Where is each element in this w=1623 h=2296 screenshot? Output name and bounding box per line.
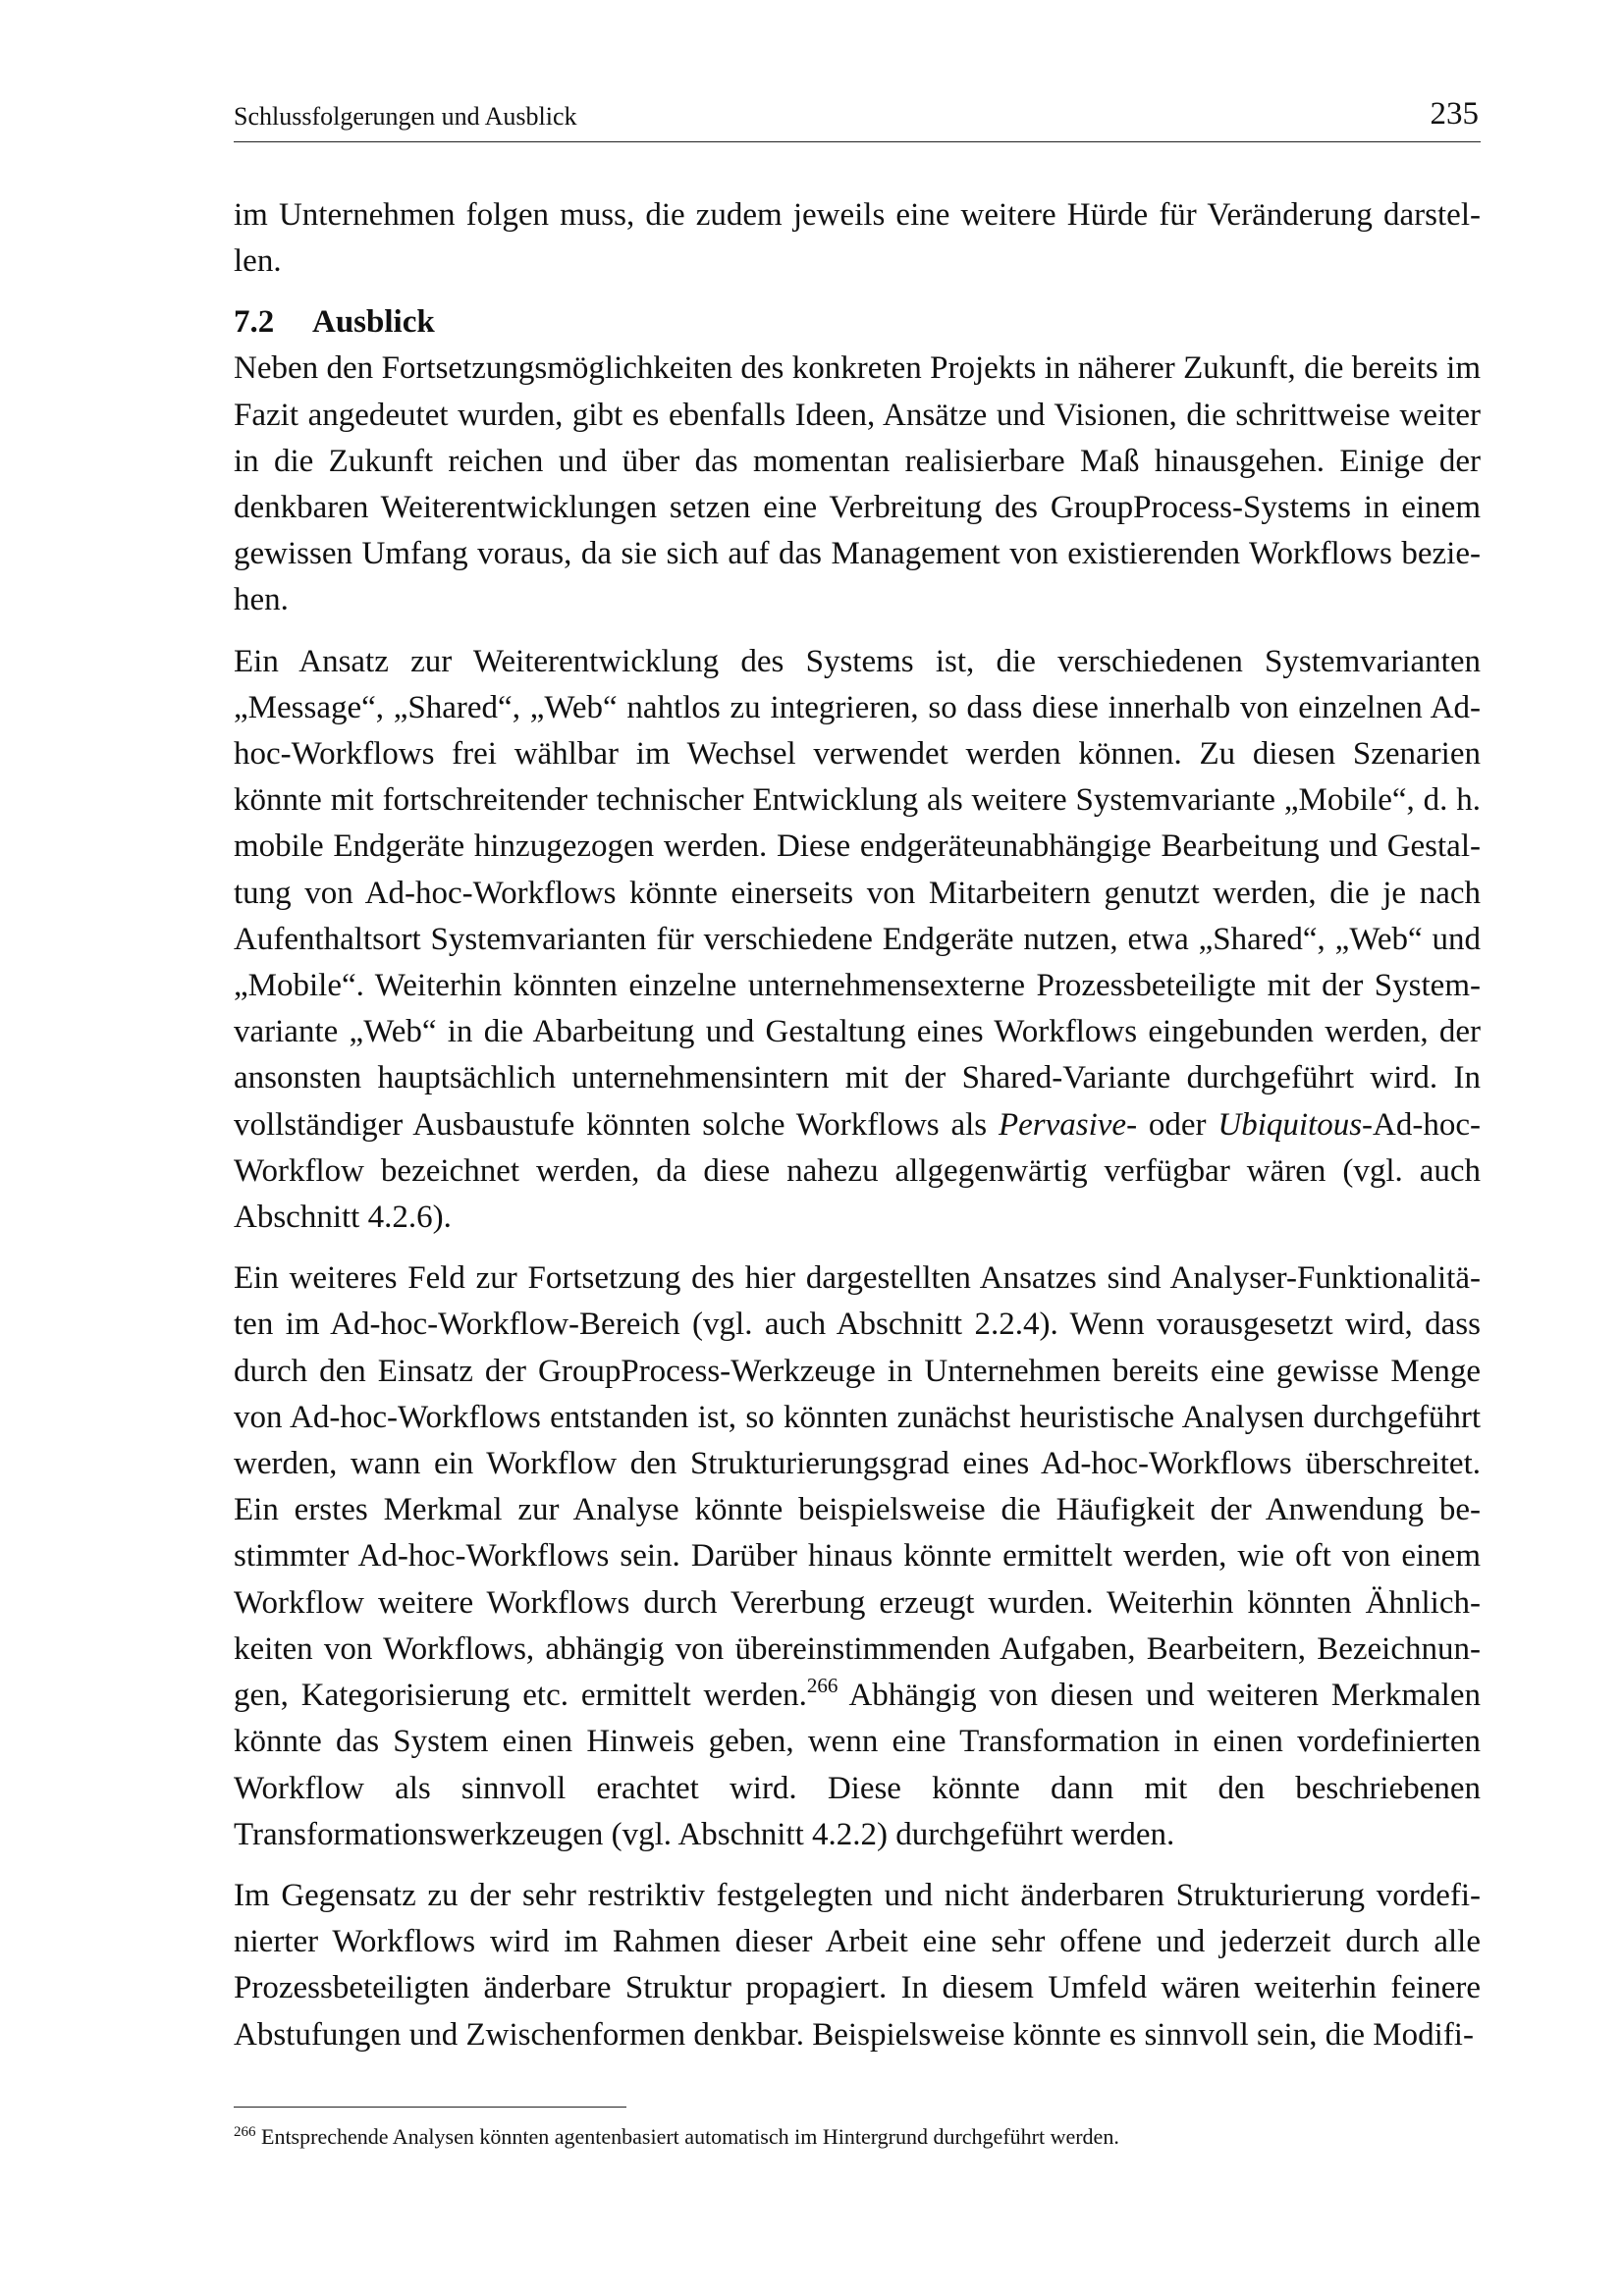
section-title: Ausblick — [312, 304, 435, 341]
paragraph-2 — [234, 639, 1481, 1242]
paragraph-2-text-b: - oder — [1126, 1106, 1218, 1143]
section-number: 7.2 — [234, 304, 275, 341]
paragraph-3-text-a: Ein weiteres Feld zur Fortsetzung des hier dargestellten Ansatzes sind Analyser-Funktionalitäten im Ad-hoc-Workflow-Bereich (vgl. auch Abschnitt 2.2.4). Wenn vorausgesetzt wird, dass durch den Einsatz der GroupProcess-Werkzeuge in Unternehmen bereits eine gewisse Menge von Ad-hoc-Workflows entstanden ist, so könnten zunächst heuristische Analysen durchgeführt werden, wann ein Workflow den Strukturierungsgrad eines Ad-hoc-Workflows überschreitet. Ein erstes Merkmal zur Analyse könnte beispielsweise die Häufigkeit der Anwendung bestimmter Ad-hoc-Workflows sein. Darüber hinaus könnte ermittelt werden, wie oft von einem Workflow weitere Workflows durch Vererbung erzeugt wurden. Weiterhin könnten Ähnlichkeiten von Workflows, abhängig von übereinstimmenden Aufgaben, Bearbeitern, Bezeichnungen, Kategorisierung etc. ermittelt werden. — [234, 1260, 1481, 1714]
paragraph-continuation: im Unternehmen folgen muss, die zudem jeweils eine weitere Hürde für Veränderung darstellen. — [234, 197, 1481, 280]
paragraph-3-text-b: Abhängig von diesen und weiteren Merkmalen könnte das System einen Hinweis geben, wenn eine Transformation in einen vordefinierten Workflow als sinnvoll erachtet wird. Diese könnte dann mit den beschriebenen Transformationswerkzeugen (vgl. Abschnitt 4.2.2) durchgeführt werden. — [234, 1678, 1481, 1852]
footnote — [234, 2122, 1481, 2152]
running-header — [234, 98, 1481, 142]
footnote-number: 266 — [234, 2124, 256, 2140]
paragraph-4: Im Gegensatz zu der sehr restriktiv festgelegten und nicht änderbaren Strukturierung vordefinierter Workflows wird im Rahmen dieser Arbeit eine sehr offene und jederzeit durch alle Prozessbeteiligten änderbare Struktur propagiert. In diesem Umfeld wären weiterhin feinere Abstufungen und Zwischenformen denkbar. Beispielsweise könnte es sinnvoll sein, die Modifi- — [234, 1877, 1481, 2053]
paragraph-2-ubiquitous: Ubiquitous — [1217, 1106, 1363, 1143]
paragraph-1: Neben den Fortsetzungsmöglichkeiten des konkreten Projekts in näherer Zukunft, die bereits im Fazit angedeutet wurden, gibt es ebenfalls Ideen, Ansätze und Visionen, die schrittweise weiter in die Zukunft reichen und über das momentan realisierbare Maß hinausgehen. Einige der denkbaren Weiterentwicklungen setzen eine Verbreitung des GroupProcess-Systems in einem gewissen Umfang voraus, da sie sich auf das Management von existierenden Workflows beziehen. — [234, 350, 1481, 618]
footnote-text: Entsprechende Analysen könnten agentenbasiert automatisch im Hintergrund durchgeführt werden. — [255, 2124, 1119, 2149]
page-number: 235 — [1430, 96, 1479, 132]
footnote-reference: 266 — [806, 1674, 839, 1698]
paragraph-2-pervasive: Pervasive — [998, 1106, 1127, 1143]
section-heading — [234, 299, 1481, 346]
running-title: Schlussfolgerungen und Ausblick — [234, 102, 577, 131]
body-text — [234, 192, 1481, 2073]
paragraph-3 — [234, 1255, 1481, 1858]
footnote-separator — [234, 2107, 626, 2108]
paragraph-2-text-a: Ein Ansatz zur Weiterentwicklung des Systems ist, die verschiedenen Systemvarianten „Message“, „Shared“, „Web“ nahtlos zu integrieren, so dass diese innerhalb von einzelnen Ad-hoc-Workflows frei wählbar im Wechsel verwendet werden können. Zu diesen Szenarien könnte mit fortschreitender technischer Entwicklung als weitere Systemvariante „Mobile“, d. h. mobile Endgeräte hinzugezogen werden. Diese endgeräteunabhängige Bearbeitung und Gestaltung von Ad-hoc-Workflows könnte einerseits von Mitarbeitern genutzt werden, die je nach Aufenthaltsort Systemvarianten für verschiedene Endgeräte nutzen, etwa „Shared“, „Web“ und „Mobile“. Weiterhin könnten einzelne unternehmensexterne Prozessbeteiligte mit der Systemvariante „Web“ in die Abarbeitung und Gestaltung eines Workflows eingebunden werden, der ansonsten hauptsächlich unternehmensintern mit der Shared-Variante durchgeführt wird. In vollständiger Ausbaustufe könnten solche Workflows als — [234, 643, 1481, 1143]
paragraph-2-text-c: -Ad-hoc-Workflow bezeichnet werden, da diese nahezu allgegenwärtig verfügbar wären (vgl. auch Abschnitt 4.2.6). — [234, 1106, 1481, 1236]
